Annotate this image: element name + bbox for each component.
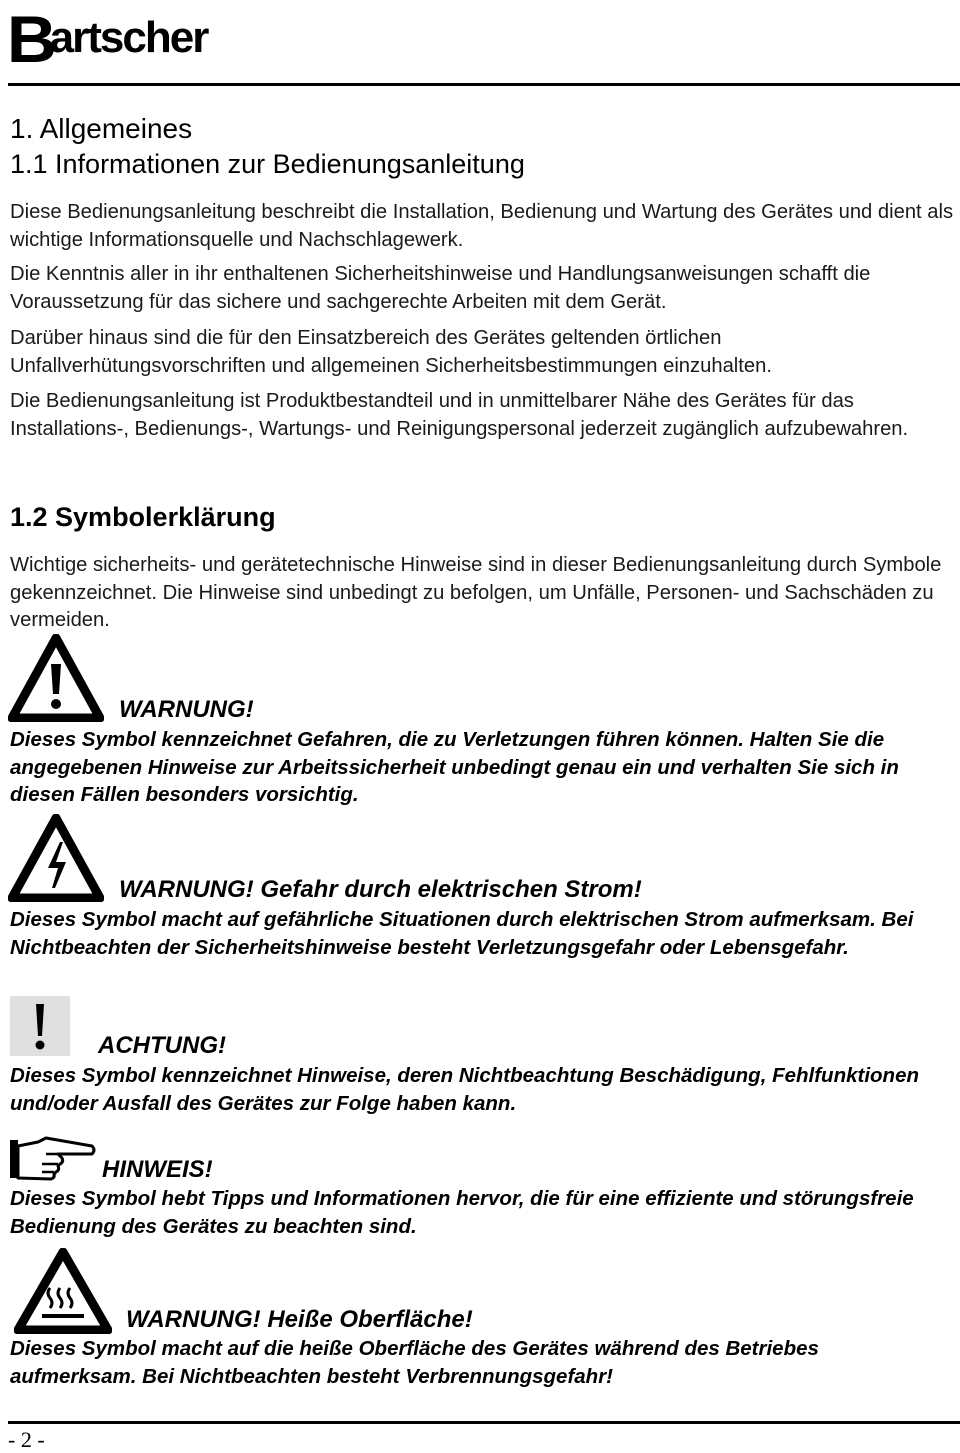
- section-1-2-title: 1.2 Symbolerklärung: [10, 502, 276, 532]
- pointing-hand-icon: [8, 1136, 96, 1182]
- paragraph-regulations: Darüber hinaus sind die für den Einsatzbereich des Gerätes geltenden örtlichen Unfallverhütungsvorschriften und allgemeinen Sicherheitsbestimmungen einzuhalten.: [10, 327, 772, 377]
- paragraph-symbols-intro: Wichtige sicherheits- und gerätetechnische Hinweise sind in dieser Bedienungsanleitung durch Symbole gekennzeichnet. Die Hinweise sind unbedingt zu befolgen, um Unfälle, Personen- und Sachschäden zu vermeiden.: [10, 554, 942, 631]
- hint-text: Dieses Symbol hebt Tipps und Informationen hervor, die für eine effiziente und störungsfreie Bedienung des Gerätes zu beachten sind.: [10, 1187, 914, 1238]
- warning-text: Dieses Symbol kennzeichnet Gefahren, die zu Verletzungen führen können. Halten Sie die angegebenen Hinweise zur Arbeitssicherheit unbedingt genau ein und verhalten Sie sich in diesen Fällen besonders vorsichtig.: [10, 728, 899, 806]
- exclamation-icon: [10, 996, 70, 1056]
- footer-rule: [8, 1421, 960, 1424]
- logo-letter-b: B: [6, 2, 55, 76]
- section-1-1-title: 1.1 Informationen zur Bedienungsanleitung: [10, 149, 525, 179]
- brand-logo: [6, 2, 208, 76]
- attention-text: Dieses Symbol kennzeichnet Hinweise, deren Nichtbeachtung Beschädigung, Fehlfunktionen und/oder Ausfall des Gerätes zur Folge haben kann.: [10, 1064, 919, 1115]
- hint-title: HINWEIS!: [102, 1156, 213, 1183]
- electric-hazard-icon: [8, 814, 104, 902]
- paragraph-knowledge: Die Kenntnis aller in ihr enthaltenen Sicherheitshinweise und Handlungsanweisungen schafft die Voraussetzung für das sichere und sachgerechte Arbeiten mit dem Gerät.: [10, 263, 871, 313]
- warning-title: WARNUNG!: [119, 696, 254, 723]
- hot-surface-icon: [14, 1248, 112, 1334]
- section-1-title: 1. Allgemeines: [10, 113, 193, 144]
- logo-rest: artscher: [49, 13, 208, 62]
- hot-surface-text: Dieses Symbol macht auf die heiße Oberfläche des Gerätes während des Betriebes aufmerksam. Bei Nichtbeachten besteht Verbrennungsgefahr!: [10, 1337, 819, 1388]
- page-number: - 2 -: [8, 1427, 45, 1452]
- paragraph-intro: Diese Bedienungsanleitung beschreibt die Installation, Bedienung und Wartung des Gerätes und dient als wichtige Informationsquelle und Nachschlagewerk.: [10, 201, 954, 251]
- header-rule: [8, 83, 960, 86]
- hot-surface-title: WARNUNG! Heiße Oberfläche!: [126, 1306, 473, 1333]
- warning-triangle-icon: [8, 634, 104, 722]
- electric-warning-title: WARNUNG! Gefahr durch elektrischen Strom!: [119, 876, 642, 903]
- paragraph-storage: Die Bedienungsanleitung ist Produktbestandteil und in unmittelbarer Nähe des Gerätes für das Installations-, Bedienungs-, Wartungs- und Reinigungspersonal jederzeit zugänglich aufzubewahren.: [10, 390, 909, 440]
- electric-warning-text: Dieses Symbol macht auf gefährliche Situationen durch elektrischen Strom aufmerksam. Bei Nichtbeachten der Sicherheitshinweise besteht Verletzungsgefahr oder Lebensgefahr.: [10, 908, 914, 959]
- attention-title: ACHTUNG!: [98, 1032, 226, 1059]
